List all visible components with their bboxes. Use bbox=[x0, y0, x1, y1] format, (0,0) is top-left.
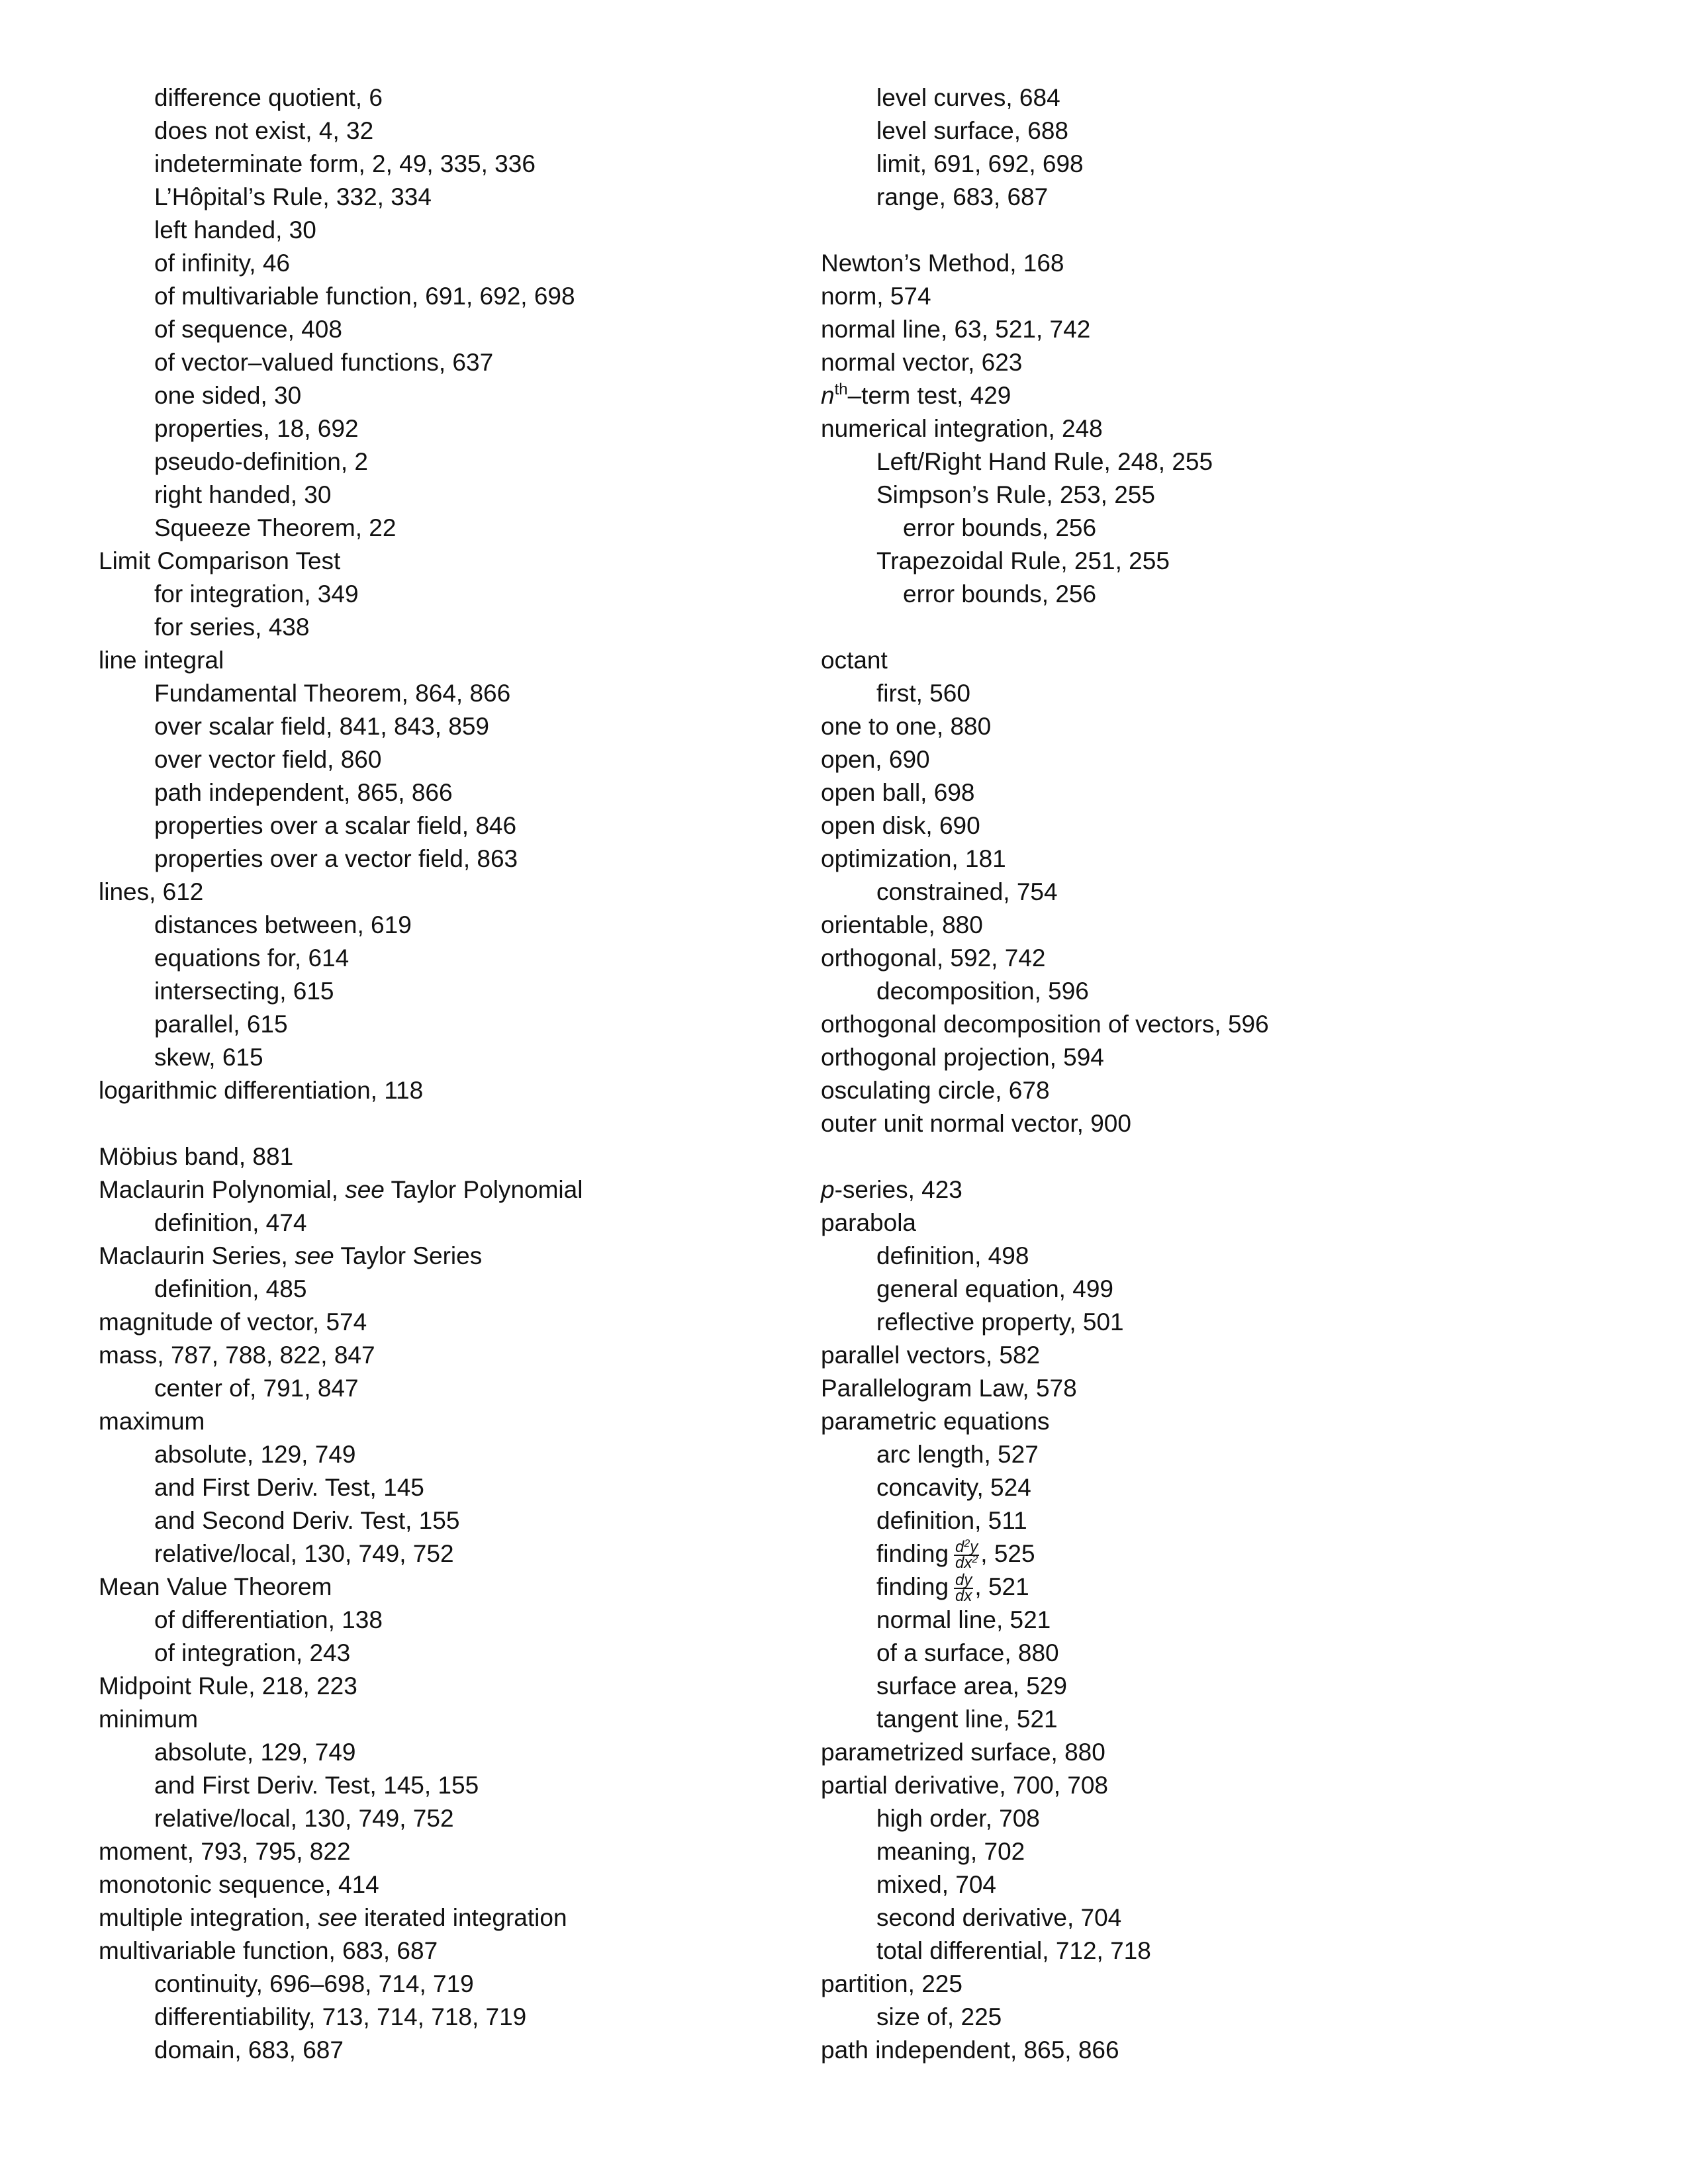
entry-text: octant bbox=[821, 647, 888, 674]
entry-text: finding bbox=[876, 1573, 949, 1600]
entry-text: parallel, 615 bbox=[154, 1011, 288, 1038]
fraction bbox=[954, 1540, 979, 1570]
index-subentry bbox=[99, 445, 800, 478]
index-entry bbox=[821, 1173, 1582, 1206]
entry-text: size of, 225 bbox=[876, 2003, 1002, 2030]
index-subentry bbox=[821, 2001, 1582, 2034]
entry-text: level surface, 688 bbox=[876, 117, 1069, 144]
index-subentry bbox=[99, 1637, 800, 1670]
entry-text: limit, 691, 692, 698 bbox=[876, 150, 1084, 177]
entry-text: error bounds, 256 bbox=[903, 580, 1097, 608]
index-entry bbox=[99, 876, 800, 909]
index-subentry bbox=[99, 1273, 800, 1306]
index-subentry bbox=[821, 677, 1582, 710]
index-subentry bbox=[99, 1968, 800, 2001]
index-entry bbox=[821, 644, 1582, 677]
index-subentry bbox=[99, 1504, 800, 1537]
entry-text: Limit Comparison Test bbox=[99, 547, 341, 574]
entry-text: path independent, 865, 866 bbox=[154, 779, 453, 806]
entry-text: definition, 511 bbox=[876, 1507, 1027, 1534]
index-entry bbox=[821, 313, 1582, 346]
index-entry bbox=[821, 842, 1582, 876]
entry-text: osculating circle, 678 bbox=[821, 1077, 1050, 1104]
index-subentry bbox=[821, 148, 1582, 181]
index-subentry bbox=[821, 1438, 1582, 1471]
entry-text: lines, 612 bbox=[99, 878, 204, 905]
numerator-variable: y bbox=[970, 1538, 978, 1557]
entry-text: Midpoint Rule, 218, 223 bbox=[99, 1672, 357, 1700]
denominator-text: dx bbox=[955, 1554, 972, 1572]
numerator-text: dy bbox=[955, 1571, 972, 1590]
entry-text: Fundamental Theorem, 864, 866 bbox=[154, 680, 511, 707]
entry-text: path independent, 865, 866 bbox=[821, 2036, 1119, 2064]
entry-text: relative/local, 130, 749, 752 bbox=[154, 1805, 454, 1832]
index-entry bbox=[99, 1835, 800, 1868]
entry-text: constrained, 754 bbox=[876, 878, 1058, 905]
entry-text: error bounds, 256 bbox=[903, 514, 1097, 541]
entry-text: range, 683, 687 bbox=[876, 183, 1049, 210]
index-subentry bbox=[99, 909, 800, 942]
index-subentry bbox=[99, 611, 800, 644]
entry-text: Simpson’s Rule, 253, 255 bbox=[876, 481, 1155, 508]
entry-text: orientable, 880 bbox=[821, 911, 983, 938]
entry-text: Squeeze Theorem, 22 bbox=[154, 514, 397, 541]
fraction bbox=[954, 1573, 973, 1604]
entry-text: parametrized surface, 880 bbox=[821, 1739, 1105, 1766]
index-entry bbox=[821, 1769, 1582, 1802]
entry-text: multiple integration, bbox=[99, 1904, 318, 1931]
entry-text: equations for, 614 bbox=[154, 944, 350, 972]
entry-text: partial derivative, 700, 708 bbox=[821, 1772, 1108, 1799]
entry-text: left handed, 30 bbox=[154, 216, 316, 244]
entry-text: difference quotient, 6 bbox=[154, 84, 383, 111]
entry-text: differentiability, 713, 714, 718, 719 bbox=[154, 2003, 527, 2030]
entry-text: intersecting, 615 bbox=[154, 978, 334, 1005]
entry-text: open ball, 698 bbox=[821, 779, 975, 806]
entry-text: surface area, 529 bbox=[876, 1672, 1067, 1700]
index-subentry bbox=[99, 2001, 800, 2034]
index-entry bbox=[821, 1206, 1582, 1240]
entry-text: open, 690 bbox=[821, 746, 930, 773]
index-subentry bbox=[99, 710, 800, 743]
entry-text: of differentiation, 138 bbox=[154, 1606, 383, 1633]
entry-text: , 525 bbox=[980, 1540, 1035, 1567]
entry-text: orthogonal decomposition of vectors, 596 bbox=[821, 1011, 1269, 1038]
entry-text: normal vector, 623 bbox=[821, 349, 1023, 376]
entry-text: over scalar field, 841, 843, 859 bbox=[154, 713, 489, 740]
index-subentry bbox=[99, 114, 800, 148]
index-subentry bbox=[821, 1934, 1582, 1968]
index-entry bbox=[99, 1901, 800, 1934]
entry-text: Trapezoidal Rule, 251, 255 bbox=[876, 547, 1170, 574]
index-subentry bbox=[99, 148, 800, 181]
entry-text: does not exist, 4, 32 bbox=[154, 117, 374, 144]
index-entry bbox=[99, 1074, 800, 1107]
entry-text: of a surface, 880 bbox=[876, 1639, 1059, 1666]
index-subentry bbox=[99, 942, 800, 975]
entry-text: domain, 683, 687 bbox=[154, 2036, 344, 2064]
index-subentry bbox=[99, 1604, 800, 1637]
index-entry bbox=[821, 1736, 1582, 1769]
index-entry bbox=[99, 1240, 800, 1273]
index-subentry bbox=[821, 1703, 1582, 1736]
entry-text: open disk, 690 bbox=[821, 812, 980, 839]
index-subentry bbox=[99, 1438, 800, 1471]
entry-text: definition, 474 bbox=[154, 1209, 307, 1236]
entry-text: finding bbox=[876, 1540, 949, 1567]
entry-text: high order, 708 bbox=[876, 1805, 1040, 1832]
entry-text: first, 560 bbox=[876, 680, 970, 707]
index-subentry bbox=[821, 545, 1582, 578]
entry-text: properties, 18, 692 bbox=[154, 415, 359, 442]
index-entry bbox=[99, 1670, 800, 1703]
fraction-denominator bbox=[954, 1589, 973, 1604]
entry-text: moment, 793, 795, 822 bbox=[99, 1838, 351, 1865]
entry-text: , 521 bbox=[974, 1573, 1029, 1600]
index-subentry bbox=[99, 478, 800, 512]
entry-text: line integral bbox=[99, 647, 224, 674]
index-entry bbox=[821, 412, 1582, 445]
entry-text: definition, 485 bbox=[154, 1275, 307, 1302]
index-subentry bbox=[821, 114, 1582, 148]
index-entry bbox=[821, 1372, 1582, 1405]
entry-text: pseudo-definition, 2 bbox=[154, 448, 368, 475]
index-subentry bbox=[821, 975, 1582, 1008]
index-subentry bbox=[821, 876, 1582, 909]
entry-text: orthogonal projection, 594 bbox=[821, 1044, 1104, 1071]
entry-text: -series, 423 bbox=[834, 1176, 962, 1203]
index-subentry bbox=[99, 743, 800, 776]
entry-text: reflective property, 501 bbox=[876, 1308, 1124, 1336]
index-subentry bbox=[821, 1868, 1582, 1901]
entry-text: parallel vectors, 582 bbox=[821, 1342, 1041, 1369]
index-subentry bbox=[821, 1537, 1582, 1570]
numerator-text: d bbox=[955, 1538, 964, 1557]
entry-text: Left/Right Hand Rule, 248, 255 bbox=[876, 448, 1213, 475]
italic-text: see bbox=[295, 1242, 334, 1269]
entry-text: properties over a vector field, 863 bbox=[154, 845, 518, 872]
entry-text: of sequence, 408 bbox=[154, 316, 342, 343]
index-subentry bbox=[821, 1504, 1582, 1537]
index-subentry bbox=[821, 1306, 1582, 1339]
entry-text: optimization, 181 bbox=[821, 845, 1006, 872]
entry-text: for integration, 349 bbox=[154, 580, 359, 608]
index-entry bbox=[99, 1934, 800, 1968]
entry-text: Newton’s Method, 168 bbox=[821, 250, 1064, 277]
index-entry bbox=[821, 247, 1582, 280]
index-subentry bbox=[99, 578, 800, 611]
index-entry bbox=[821, 1074, 1582, 1107]
entry-text: concavity, 524 bbox=[876, 1474, 1031, 1501]
index-entry bbox=[821, 280, 1582, 313]
index-entry bbox=[99, 1405, 800, 1438]
entry-text: maximum bbox=[99, 1408, 205, 1435]
entry-text: and First Deriv. Test, 145 bbox=[154, 1474, 424, 1501]
index-entry bbox=[821, 1405, 1582, 1438]
index-entry bbox=[821, 1041, 1582, 1074]
entry-text: norm, 574 bbox=[821, 283, 931, 310]
index-entry bbox=[99, 1703, 800, 1736]
entry-text: monotonic sequence, 414 bbox=[99, 1871, 379, 1898]
index-column-left bbox=[99, 81, 800, 2067]
index-subentry bbox=[99, 975, 800, 1008]
entry-text: relative/local, 130, 749, 752 bbox=[154, 1540, 454, 1567]
italic-text: see bbox=[345, 1176, 385, 1203]
italic-text: n bbox=[821, 382, 835, 409]
index-subentry bbox=[821, 1901, 1582, 1934]
fraction-denominator bbox=[954, 1556, 979, 1570]
index-subentry bbox=[99, 280, 800, 313]
entry-text: and First Deriv. Test, 145, 155 bbox=[154, 1772, 479, 1799]
entry-text: normal line, 63, 521, 742 bbox=[821, 316, 1091, 343]
index-subentry bbox=[821, 1604, 1582, 1637]
entry-text: orthogonal, 592, 742 bbox=[821, 944, 1046, 972]
entry-text: over vector field, 860 bbox=[154, 746, 382, 773]
entry-text: Taylor Polynomial bbox=[384, 1176, 583, 1203]
entry-text: normal line, 521 bbox=[876, 1606, 1051, 1633]
index-section-gap bbox=[821, 214, 1582, 247]
index-subentry bbox=[99, 1769, 800, 1802]
entry-text: mass, 787, 788, 822, 847 bbox=[99, 1342, 375, 1369]
index-entry bbox=[99, 1339, 800, 1372]
index-subentry bbox=[99, 1537, 800, 1570]
index-entry bbox=[821, 346, 1582, 379]
entry-text: tangent line, 521 bbox=[876, 1706, 1058, 1733]
entry-text: parabola bbox=[821, 1209, 917, 1236]
index-subentry bbox=[821, 181, 1582, 214]
index-subentry bbox=[99, 1008, 800, 1041]
entry-text: definition, 498 bbox=[876, 1242, 1029, 1269]
entry-text: right handed, 30 bbox=[154, 481, 332, 508]
index-entry bbox=[99, 1173, 800, 1206]
entry-text: of vector–valued functions, 637 bbox=[154, 349, 494, 376]
entry-text: Maclaurin Polynomial, bbox=[99, 1176, 346, 1203]
entry-text: Parallelogram Law, 578 bbox=[821, 1375, 1077, 1402]
index-subentry bbox=[821, 1670, 1582, 1703]
index-subentry bbox=[99, 379, 800, 412]
index-subentry bbox=[821, 1802, 1582, 1835]
entry-text: distances between, 619 bbox=[154, 911, 412, 938]
entry-text: magnitude of vector, 574 bbox=[99, 1308, 367, 1336]
index-entry bbox=[99, 1868, 800, 1901]
italic-text: p bbox=[821, 1176, 835, 1203]
index-subentry bbox=[821, 1471, 1582, 1504]
index-entry bbox=[99, 1140, 800, 1173]
index-subentry bbox=[99, 1471, 800, 1504]
index-entry bbox=[821, 909, 1582, 942]
index-entry bbox=[821, 1008, 1582, 1041]
entry-text: decomposition, 596 bbox=[876, 978, 1089, 1005]
entry-text: one to one, 880 bbox=[821, 713, 992, 740]
index-entry bbox=[99, 1306, 800, 1339]
index-entry bbox=[821, 710, 1582, 743]
index-entry bbox=[99, 1570, 800, 1604]
index-subentry bbox=[99, 1041, 800, 1074]
index-subentry bbox=[99, 512, 800, 545]
index-subentry bbox=[99, 247, 800, 280]
index-subentry bbox=[99, 313, 800, 346]
entry-text: of integration, 243 bbox=[154, 1639, 351, 1666]
entry-text: center of, 791, 847 bbox=[154, 1375, 359, 1402]
index-subentry bbox=[821, 512, 1582, 545]
index-subentry bbox=[821, 478, 1582, 512]
index-subentry bbox=[821, 445, 1582, 478]
entry-text: absolute, 129, 749 bbox=[154, 1441, 356, 1468]
index-entry bbox=[821, 942, 1582, 975]
index-entry bbox=[821, 776, 1582, 809]
index-subentry bbox=[99, 1372, 800, 1405]
entry-text: absolute, 129, 749 bbox=[154, 1739, 356, 1766]
index-subentry bbox=[821, 1273, 1582, 1306]
index-entry bbox=[821, 379, 1582, 412]
entry-text: continuity, 696–698, 714, 719 bbox=[154, 1970, 474, 1997]
entry-text: and Second Deriv. Test, 155 bbox=[154, 1507, 460, 1534]
index-subentry bbox=[99, 81, 800, 114]
entry-text: Mean Value Theorem bbox=[99, 1573, 332, 1600]
denominator-exponent: 2 bbox=[972, 1554, 978, 1566]
entry-text: mixed, 704 bbox=[876, 1871, 996, 1898]
entry-text: level curves, 684 bbox=[876, 84, 1060, 111]
denominator-text: dx bbox=[955, 1587, 972, 1606]
index-subentry bbox=[821, 1240, 1582, 1273]
entry-text: –term test, 429 bbox=[847, 382, 1011, 409]
entry-text: Maclaurin Series, bbox=[99, 1242, 295, 1269]
index-subentry bbox=[99, 412, 800, 445]
index-subentry bbox=[99, 1802, 800, 1835]
entry-text: of multivariable function, 691, 692, 698 bbox=[154, 283, 575, 310]
index-entry bbox=[99, 644, 800, 677]
index-section-gap bbox=[821, 1140, 1582, 1173]
index-entry bbox=[821, 743, 1582, 776]
index-subentry bbox=[99, 776, 800, 809]
entry-text: minimum bbox=[99, 1706, 199, 1733]
index-entry bbox=[821, 1107, 1582, 1140]
entry-text: skew, 615 bbox=[154, 1044, 263, 1071]
index-subentry bbox=[99, 214, 800, 247]
entry-text: Taylor Series bbox=[334, 1242, 483, 1269]
index-entry bbox=[821, 2034, 1582, 2067]
index-subentry bbox=[99, 2034, 800, 2067]
index-column-right bbox=[821, 81, 1582, 2067]
entry-text: numerical integration, 248 bbox=[821, 415, 1103, 442]
entry-text: partition, 225 bbox=[821, 1970, 962, 1997]
entry-text: parametric equations bbox=[821, 1408, 1050, 1435]
italic-text: see bbox=[318, 1904, 357, 1931]
index-subentry bbox=[99, 181, 800, 214]
entry-text: general equation, 499 bbox=[876, 1275, 1113, 1302]
index-subentry bbox=[821, 1570, 1582, 1604]
index-entry bbox=[821, 809, 1582, 842]
index-subentry bbox=[99, 1206, 800, 1240]
index-subentry bbox=[99, 677, 800, 710]
index-subentry bbox=[99, 842, 800, 876]
index-section-gap bbox=[821, 611, 1582, 644]
entry-text: one sided, 30 bbox=[154, 382, 302, 409]
entry-text: meaning, 702 bbox=[876, 1838, 1025, 1865]
index-section-gap bbox=[99, 1107, 800, 1140]
entry-text: properties over a scalar field, 846 bbox=[154, 812, 517, 839]
entry-text: indeterminate form, 2, 49, 335, 336 bbox=[154, 150, 536, 177]
entry-text: Möbius band, 881 bbox=[99, 1143, 294, 1170]
superscript: th bbox=[834, 381, 848, 398]
entry-text: L’Hôpital’s Rule, 332, 334 bbox=[154, 183, 432, 210]
index-subentry bbox=[821, 1835, 1582, 1868]
index-entry bbox=[821, 1339, 1582, 1372]
index-subentry bbox=[99, 809, 800, 842]
entry-text: of infinity, 46 bbox=[154, 250, 290, 277]
entry-text: total differential, 712, 718 bbox=[876, 1937, 1151, 1964]
entry-text: multivariable function, 683, 687 bbox=[99, 1937, 438, 1964]
index-subentry bbox=[821, 578, 1582, 611]
index-subentry bbox=[821, 1637, 1582, 1670]
entry-text: logarithmic differentiation, 118 bbox=[99, 1077, 424, 1104]
entry-text: second derivative, 704 bbox=[876, 1904, 1122, 1931]
index-entry bbox=[821, 1968, 1582, 2001]
entry-text: outer unit normal vector, 900 bbox=[821, 1110, 1131, 1137]
index-entry bbox=[99, 545, 800, 578]
index-subentry bbox=[821, 81, 1582, 114]
entry-text: arc length, 527 bbox=[876, 1441, 1039, 1468]
index-subentry bbox=[99, 346, 800, 379]
numerator-exponent: 2 bbox=[964, 1538, 970, 1550]
index-subentry bbox=[99, 1736, 800, 1769]
entry-text: iterated integration bbox=[357, 1904, 567, 1931]
entry-text: for series, 438 bbox=[154, 614, 310, 641]
